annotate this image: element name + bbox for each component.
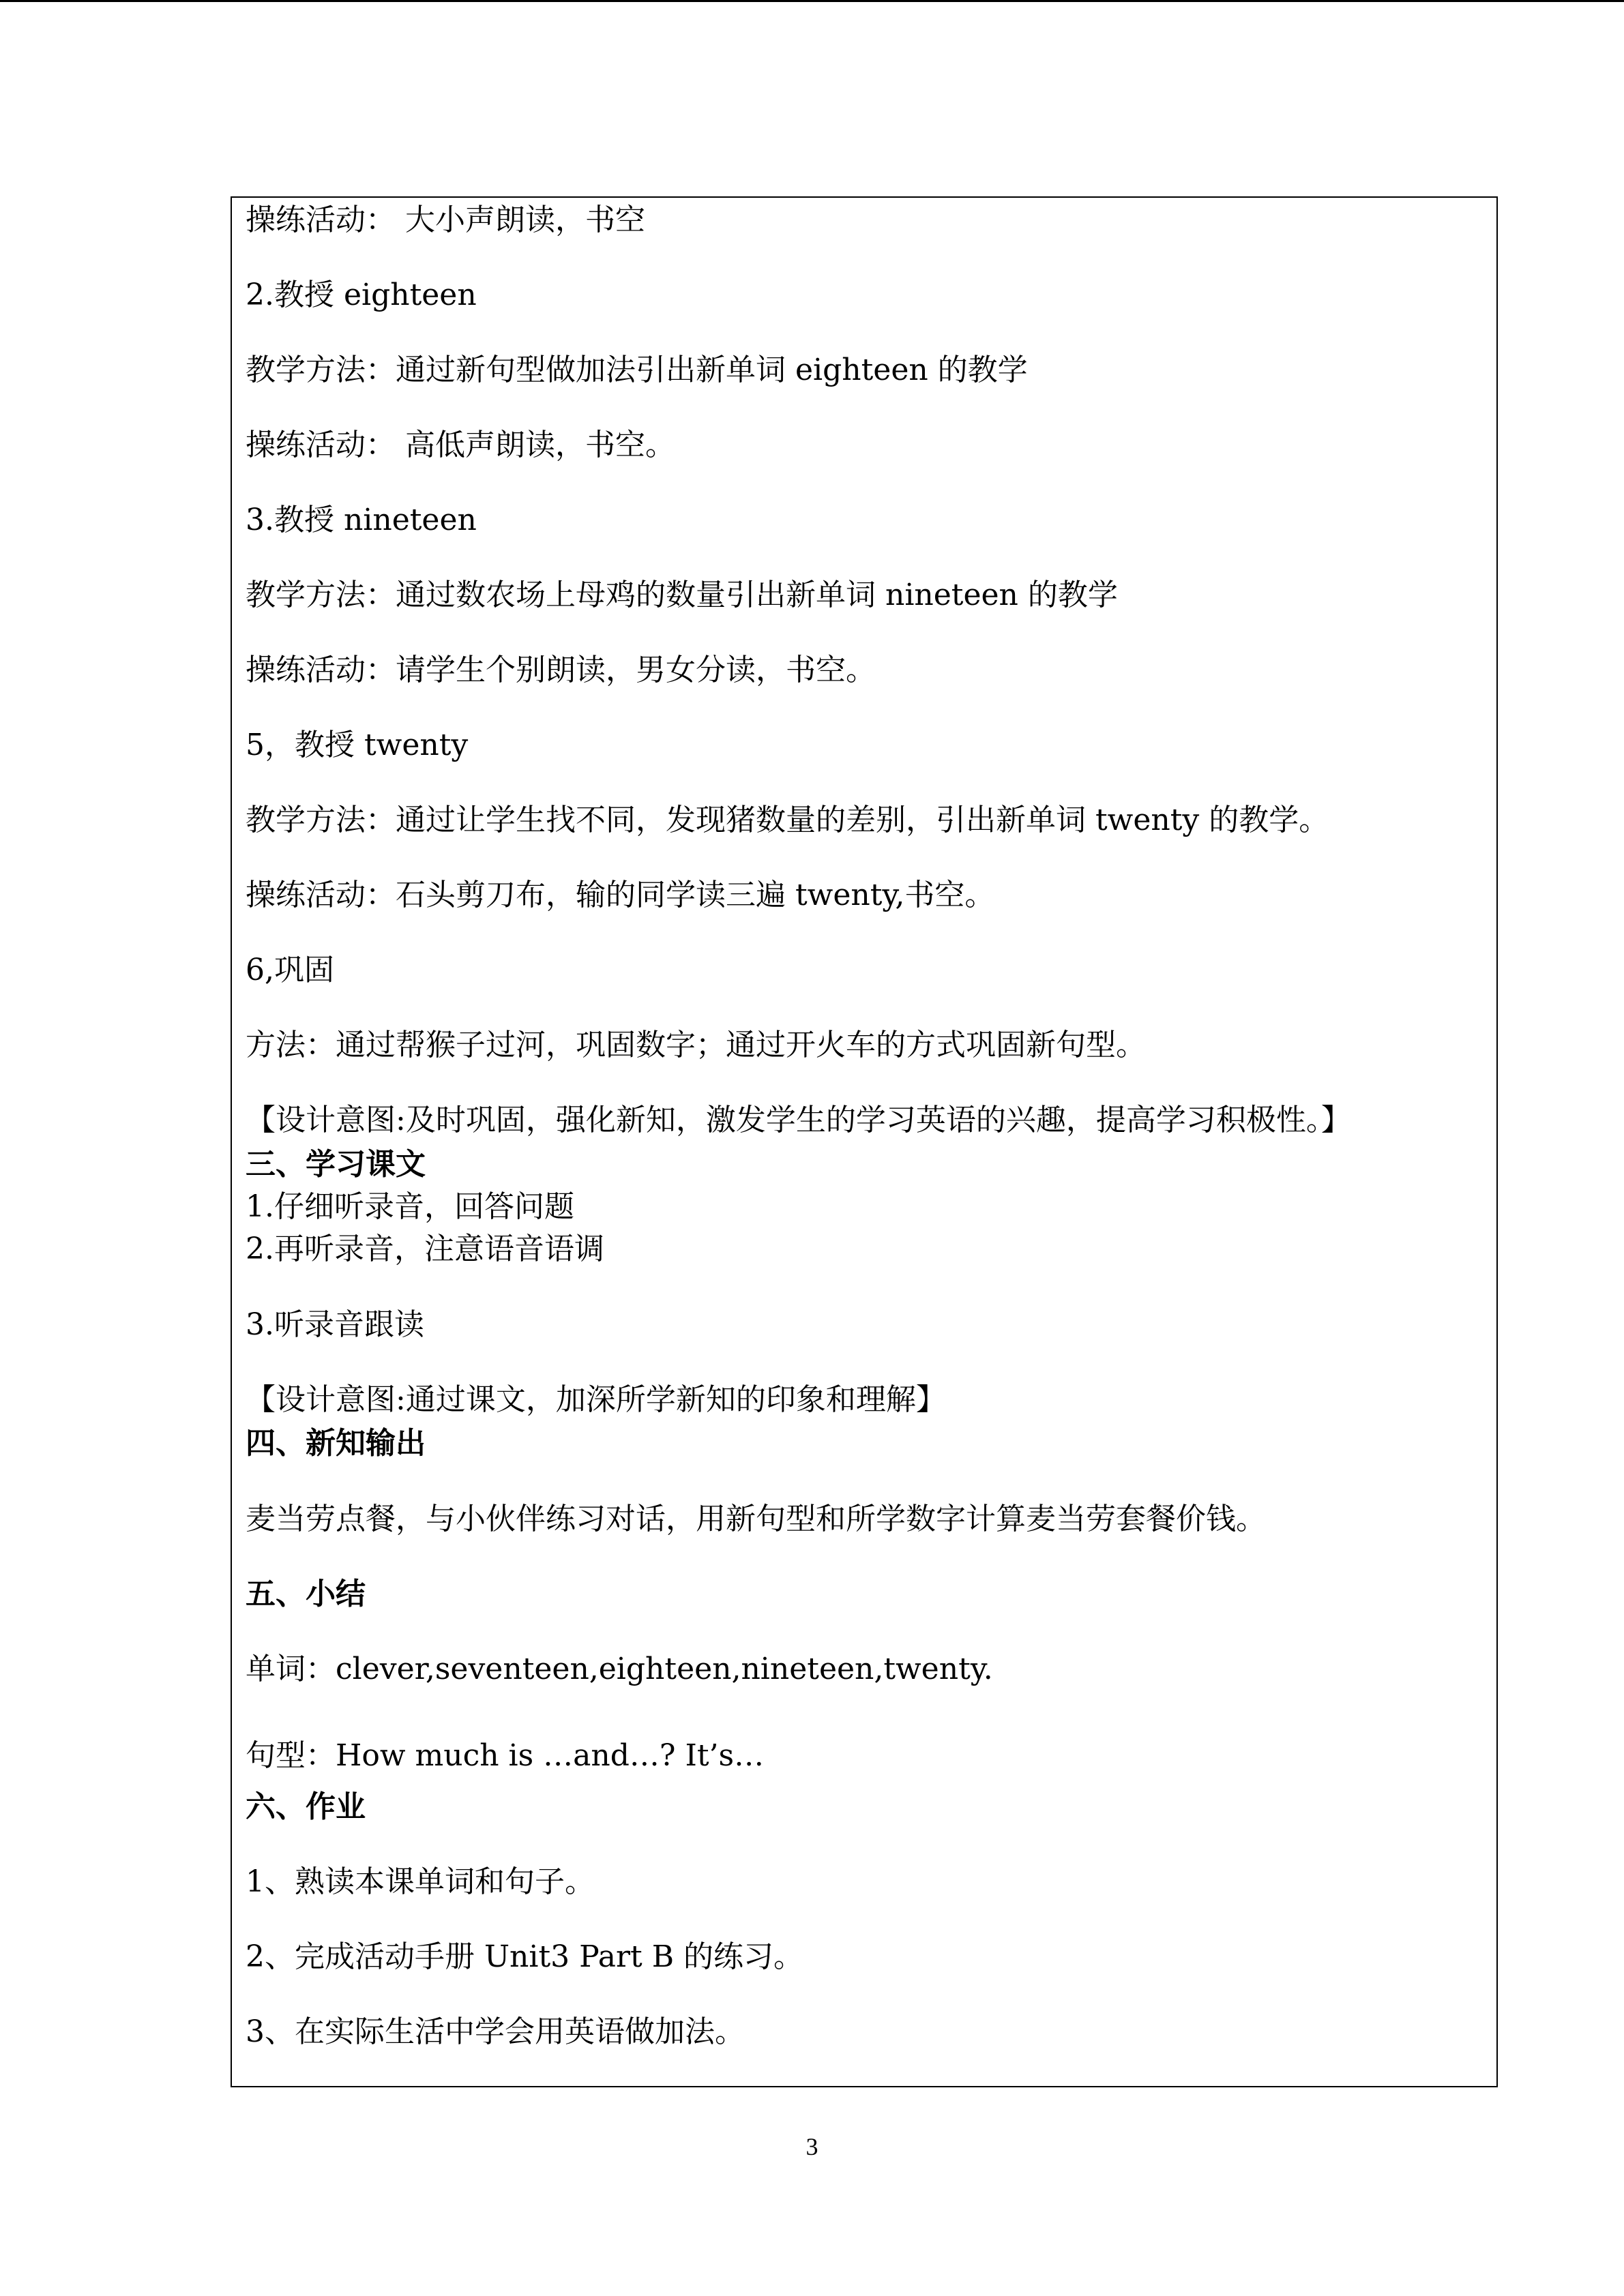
text-step-2: 2.再听录音，注意语音语调 xyxy=(246,1232,604,1266)
teach-eighteen-heading: 2.教授 eighteen xyxy=(246,278,477,312)
page-number: 3 xyxy=(806,2133,818,2160)
teach-nineteen-heading: 3.教授 nineteen xyxy=(246,503,477,537)
section-six-heading: 六、作业 xyxy=(246,1789,366,1824)
practice-activity-eighteen: 操练活动： 高低声朗读，书空。 xyxy=(246,428,675,462)
consolidate-method: 方法：通过帮猴子过河，巩固数字；通过开火车的方式巩固新句型。 xyxy=(246,1028,1146,1062)
text-step-3: 3.听录音跟读 xyxy=(246,1307,424,1342)
design-intent-text: 【设计意图:通过课文，加深所学新知的印象和理解】 xyxy=(246,1382,946,1417)
section-three-heading: 三、学习课文 xyxy=(246,1147,426,1182)
homework-item-1: 1、熟读本课单词和句子。 xyxy=(246,1864,595,1899)
lesson-plan-table-cell xyxy=(231,196,1498,2087)
method-nineteen: 教学方法：通过数农场上母鸡的数量引出新单词 nineteen 的教学 xyxy=(246,578,1118,612)
summary-sentence: 句型：How much is …and…? It’s… xyxy=(246,1738,765,1773)
homework-item-3: 3、在实际生活中学会用英语做加法。 xyxy=(246,2014,745,2049)
homework-item-2: 2、完成活动手册 Unit3 Part B 的练习。 xyxy=(246,1939,804,1974)
summary-words: 单词：clever,seventeen,eighteen,nineteen,twenty. xyxy=(246,1652,993,1686)
practice-activity-nineteen: 操练活动：请学生个别朗读，男女分读，书空。 xyxy=(246,653,876,687)
text-step-1: 1.仔细听录音，回答问题 xyxy=(246,1189,574,1224)
output-activity: 麦当劳点餐，与小伙伴练习对话，用新句型和所学数字计算麦当劳套餐价钱。 xyxy=(246,1502,1266,1536)
method-eighteen: 教学方法：通过新句型做加法引出新单词 eighteen 的教学 xyxy=(246,353,1028,387)
section-five-heading: 五、小结 xyxy=(246,1577,366,1611)
section-four-heading: 四、新知输出 xyxy=(246,1426,426,1461)
method-twenty: 教学方法：通过让学生找不同，发现猪数量的差别，引出新单词 twenty 的教学。 xyxy=(246,803,1329,837)
design-intent-consolidate: 【设计意图:及时巩固，强化新知，激发学生的学习英语的兴趣，提高学习积极性。】 xyxy=(246,1103,1351,1137)
teach-twenty-heading: 5，教授 twenty xyxy=(246,728,469,762)
consolidate-heading: 6,巩固 xyxy=(246,953,334,987)
top-rule xyxy=(0,0,1624,2)
practice-activity-twenty: 操练活动：石头剪刀布，输的同学读三遍 twenty,书空。 xyxy=(246,878,995,912)
practice-activity-seventeen: 操练活动： 大小声朗读，书空 xyxy=(246,203,645,237)
